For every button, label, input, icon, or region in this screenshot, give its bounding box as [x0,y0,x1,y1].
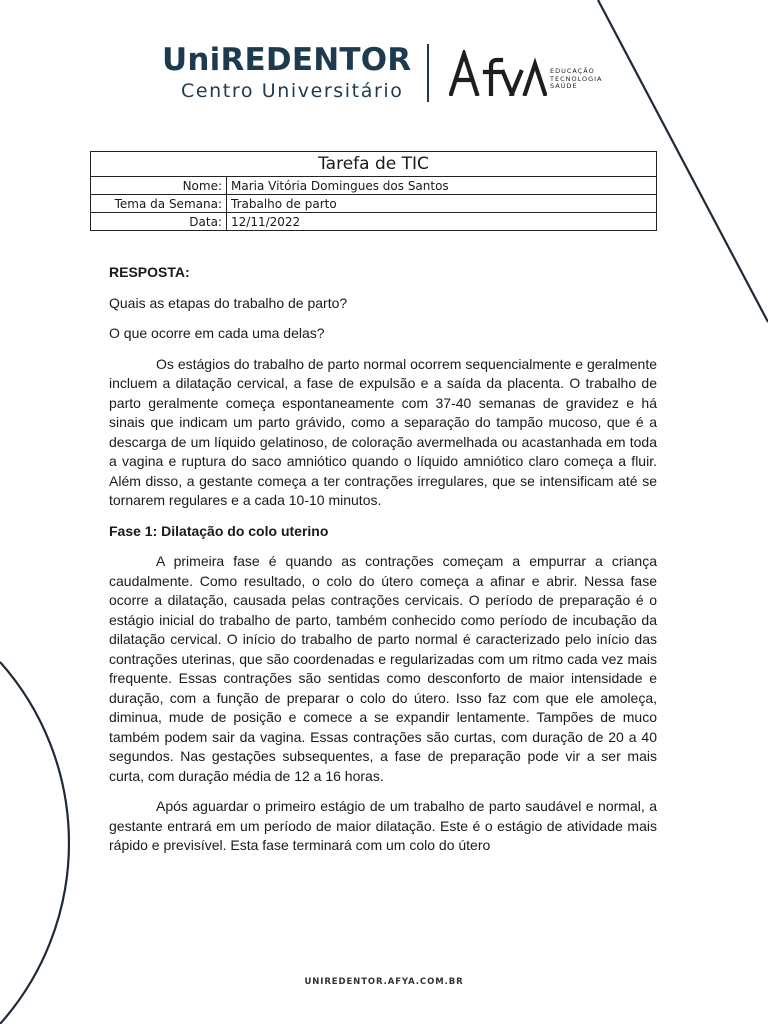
name-label: Nome: [91,177,227,195]
question-1: Quais as etapas do trabalho de parto? [109,294,348,311]
tagline-technology: TECNOLOGIA [550,74,603,83]
answer-heading: RESPOSTA: [109,264,190,280]
brand-logo-text: UniREDENTOR [162,42,412,78]
question-2: O que ocorre em cada uma delas? [109,325,325,341]
date-label: Data: [91,213,227,231]
paragraph-intro: Os estágios do trabalho de parto normal ocorrem sequencialmente e geralmente incluem a dilatação cervical, a fase de expulsão e a saída da placenta. O trabalho de parto geralmente começa espontaneamente com 37-40 semanas de gravidez e há sinais que indicam um parto grávido, como a separação do tampão mucoso, que é a descarga de um líquido gelatinoso, de coloração avermelhada ou acastanhada em toda a vagina e ruptura do saco amniótico quando o líquido amniótico claro começa a fluir. Além disso, a gestante começa a ter contrações irregulares, que se intensificam até se tornarem regulares e a cada 10-10 minutos. [109,355,657,508]
tagline-health: SAÚDE [550,82,578,90]
document-body [109,263,657,867]
assignment-title: Tarefa de TIC [91,152,657,177]
assignment-info-table [90,151,657,231]
header-divider [427,44,429,102]
tagline-education: EDUCAÇÃO [550,67,595,75]
paragraph-phase-1-cont: Após aguardar o primeiro estágio de um trabalho de parto saudável e normal, a gestante entrará em um período de maior dilatação. Este é o estágio de atividade mais rápido e previsível. Esta fase terminará com um colo do útero [109,798,657,853]
phase-1-heading: Fase 1: Dilatação do colo uterino [109,522,329,539]
footer-url: UNIREDENTOR.AFYA.COM.BR [304,977,464,987]
brand-subtitle: Centro Universitário [181,80,404,102]
theme-label: Tema da Semana: [91,195,227,213]
theme-value: Trabalho de parto [227,195,657,213]
afya-logo [449,50,547,96]
page-header [162,40,622,110]
afya-tagline [550,68,603,91]
table-row [91,195,657,213]
name-value: Maria Vitória Domingues dos Santos [227,177,657,195]
paragraph-phase-1: A primeira fase é quando as contrações começam a empurrar a criança caudalmente. Como resultado, o colo do útero começa a afinar e abrir. Nessa fase ocorre a dilatação, causada pelas contrações cervicais. O período de preparação é o estágio inicial do trabalho de parto, também conhecido como período de incubação da dilatação cervical. O início do trabalho de parto normal é caracterizado pelo início das contrações uterinas, que são coordenadas e regularizadas com um ritmo cada vez mais frequente. Essas contrações são sentidas como desconforto de maior intensidade e duração, com a função de preparar o colo do útero. Isso faz com que ele amoleça, diminua, mude de posição e comece a se expandir lentamente. Tampões de muco também podem sair da vagina. Essas contrações são curtas, com duração de 20 a 40 segundos. Nas gestações subsequentes, a fase de preparação pode vir a ser mais curta, com duração média de 12 a 16 horas. [109,553,657,784]
date-value: 12/11/2022 [227,213,657,231]
table-row [91,213,657,231]
table-row [91,177,657,195]
